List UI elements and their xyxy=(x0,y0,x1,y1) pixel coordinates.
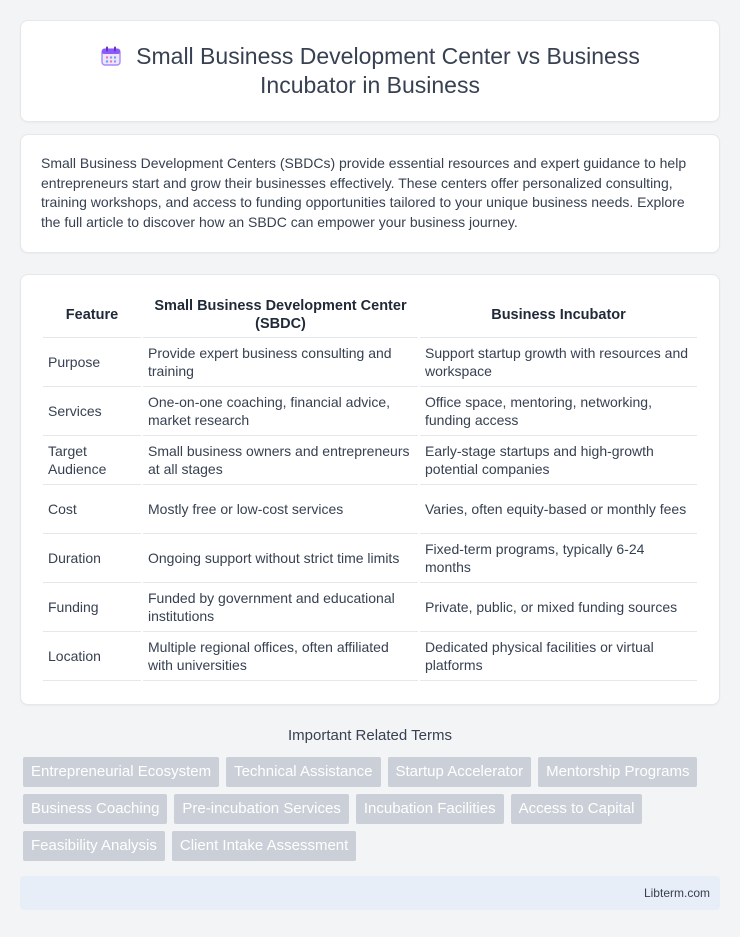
tag-feasibility-analysis[interactable]: Feasibility Analysis xyxy=(23,831,165,861)
footer-site-link[interactable]: Libterm.com xyxy=(643,886,710,900)
calendar-icon xyxy=(100,45,122,67)
page-title xyxy=(61,42,679,100)
table-row xyxy=(43,338,697,387)
cell-sbdc: Ongoing support without strict time limits xyxy=(143,534,418,583)
tag-client-intake-assessment[interactable]: Client Intake Assessment xyxy=(172,831,356,861)
cell-feature: Duration xyxy=(43,534,141,583)
table-header-row xyxy=(43,293,697,338)
header-feature: Feature xyxy=(43,293,141,338)
header-sbdc: Small Business Development Center (SBDC) xyxy=(143,293,418,338)
tag-startup-accelerator[interactable]: Startup Accelerator xyxy=(388,757,532,787)
cell-feature: Purpose xyxy=(43,338,141,387)
cell-sbdc: Funded by government and educational institutions xyxy=(143,583,418,632)
comparison-table-card xyxy=(20,274,720,705)
tag-entrepreneurial-ecosystem[interactable]: Entrepreneurial Ecosystem xyxy=(23,757,219,787)
cell-feature: Funding xyxy=(43,583,141,632)
tag-business-coaching[interactable]: Business Coaching xyxy=(23,794,167,824)
title-card xyxy=(20,20,720,122)
header-incubator: Business Incubator xyxy=(420,293,697,338)
cell-incubator: Early-stage startups and high-growth potential companies xyxy=(420,436,697,485)
cell-incubator: Office space, mentoring, networking, funding access xyxy=(420,387,697,436)
cell-sbdc: Mostly free or low-cost services xyxy=(143,485,418,534)
cell-feature: Cost xyxy=(43,485,141,534)
title-wrap xyxy=(61,42,679,100)
table-row xyxy=(43,485,697,534)
tag-pre-incubation-services[interactable]: Pre-incubation Services xyxy=(174,794,348,824)
cell-feature: Target Audience xyxy=(43,436,141,485)
cell-feature: Location xyxy=(43,632,141,681)
cell-incubator: Fixed-term programs, typically 6-24 months xyxy=(420,534,697,583)
cell-incubator: Varies, often equity-based or monthly fees xyxy=(420,485,697,534)
cell-feature: Services xyxy=(43,387,141,436)
table-row xyxy=(43,534,697,583)
tag-mentorship-programs[interactable]: Mentorship Programs xyxy=(538,757,697,787)
intro-card xyxy=(20,134,720,253)
table-row xyxy=(43,387,697,436)
table-row xyxy=(43,632,697,681)
related-terms-title: Important Related Terms xyxy=(288,727,452,744)
cell-incubator: Dedicated physical facilities or virtual platforms xyxy=(420,632,697,681)
table-row xyxy=(43,583,697,632)
tag-incubation-facilities[interactable]: Incubation Facilities xyxy=(356,794,504,824)
cell-sbdc: One-on-one coaching, financial advice, market research xyxy=(143,387,418,436)
page-title-text: Small Business Development Center vs Business Incubator in Business xyxy=(136,43,640,98)
cell-incubator: Support startup growth with resources and workspace xyxy=(420,338,697,387)
tag-access-to-capital[interactable]: Access to Capital xyxy=(511,794,643,824)
comparison-table xyxy=(41,293,699,681)
table-row xyxy=(43,436,697,485)
cell-sbdc: Small business owners and entrepreneurs at all stages xyxy=(143,436,418,485)
cell-incubator: Private, public, or mixed funding sources xyxy=(420,583,697,632)
tag-technical-assistance[interactable]: Technical Assistance xyxy=(226,757,380,787)
cell-sbdc: Provide expert business consulting and training xyxy=(143,338,418,387)
intro-text: Small Business Development Centers (SBDCs) provide essential resources and expert guidance to help entrepreneurs start and grow their businesses effectively. These centers offer personalized consulting, training workshops, and access to funding opportunities tailored to your unique business needs. Explore the full article to discover how an SBDC can empower your business journey. xyxy=(41,155,687,230)
cell-sbdc: Multiple regional offices, often affiliated with universities xyxy=(143,632,418,681)
footer xyxy=(20,876,720,910)
related-terms-tags xyxy=(20,757,720,868)
